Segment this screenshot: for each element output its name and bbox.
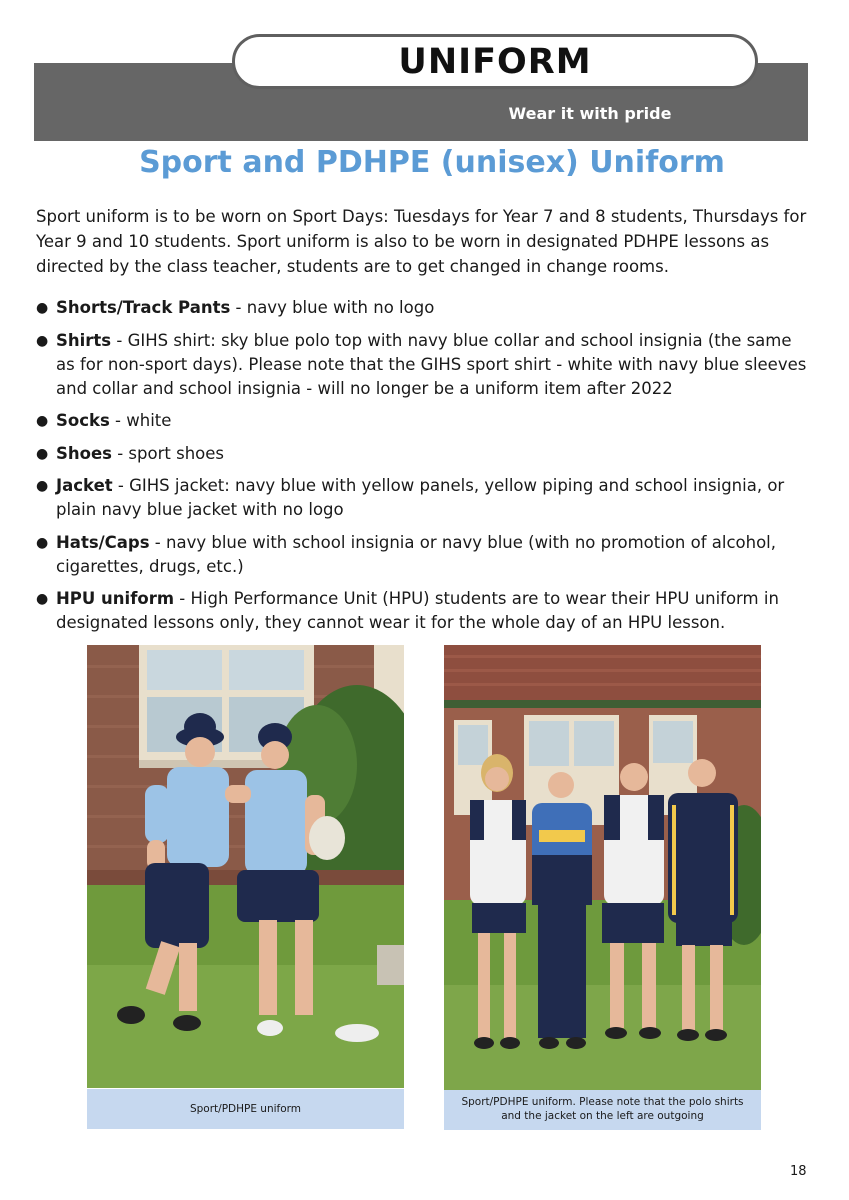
item-term: Jacket bbox=[56, 476, 113, 495]
item-description: - white bbox=[109, 411, 172, 430]
title-pill bbox=[232, 34, 758, 89]
item-description: - navy blue with no logo bbox=[230, 298, 435, 317]
photo-sport-uniform-four-students bbox=[444, 645, 761, 1090]
bullet-icon: ● bbox=[36, 445, 49, 462]
item-term: HPU uniform bbox=[56, 589, 175, 608]
page-number: 18 bbox=[790, 1164, 807, 1179]
item-term: Shirts bbox=[56, 330, 112, 350]
bullet-icon: ● bbox=[36, 300, 49, 316]
list-item bbox=[36, 296, 812, 320]
photo-illustration bbox=[444, 645, 761, 1090]
item-description: - sport shoes bbox=[111, 443, 224, 463]
bullet-icon: ● bbox=[36, 591, 49, 607]
bullet-icon: ● bbox=[36, 332, 49, 349]
tagline: Wear it with pride bbox=[508, 104, 672, 123]
item-description: - GIHS jacket: navy blue with yellow panels, yellow piping and school insignia, or plain navy blue jacket with no logo bbox=[56, 476, 785, 519]
list-item bbox=[36, 474, 812, 522]
item-term: Hats/Caps bbox=[56, 532, 150, 552]
item-description: - GIHS shirt: sky blue polo top with navy blue collar and school insignia (the same as for non-sport days). Please note that the GIHS sport shirt - white with navy blue sleeves and collar and school insignia - will no longer be a uniform item after 2022 bbox=[56, 330, 807, 398]
intro-paragraph: Sport uniform is to be worn on Sport Days: Tuesdays for Year 7 and 8 students, Thursdays for Year 9 and 10 students. Sport uniform is also to be worn in designated PDHPE lessons as directed by the class teacher, students are to get changed in change rooms. bbox=[36, 207, 807, 276]
photo-illustration bbox=[87, 645, 404, 1088]
item-description: - High Performance Unit (HPU) students are to wear their HPU uniform in designated lessons only, they cannot wear it for the whole day of an HPU lesson. bbox=[56, 589, 779, 632]
list-item bbox=[36, 587, 812, 635]
bullet-icon: ● bbox=[36, 413, 49, 429]
page-title: UNIFORM bbox=[398, 42, 592, 82]
list-item bbox=[36, 409, 812, 433]
list-item bbox=[36, 531, 812, 579]
list-item bbox=[36, 442, 812, 466]
bullet-icon: ● bbox=[36, 534, 49, 551]
item-description: - navy blue with school insignia or navy blue (with no promotion of alcohol, cigarettes, drugs, etc.) bbox=[56, 532, 777, 576]
item-term: Shoes bbox=[56, 443, 112, 463]
item-term: Shorts/Track Pants bbox=[56, 298, 231, 317]
uniform-item-list bbox=[36, 296, 812, 644]
section-heading: Sport and PDHPE (unisex) Uniform bbox=[139, 145, 725, 180]
item-term: Socks bbox=[56, 411, 110, 430]
photo-sport-uniform-two-students bbox=[87, 645, 404, 1088]
bullet-icon: ● bbox=[36, 478, 49, 494]
photo-caption: Sport/PDHPE uniform bbox=[87, 1089, 404, 1129]
photo-caption: Sport/PDHPE uniform. Please note that the polo shirts and the jacket on the left are outgoing bbox=[444, 1090, 761, 1130]
list-item bbox=[36, 329, 812, 401]
